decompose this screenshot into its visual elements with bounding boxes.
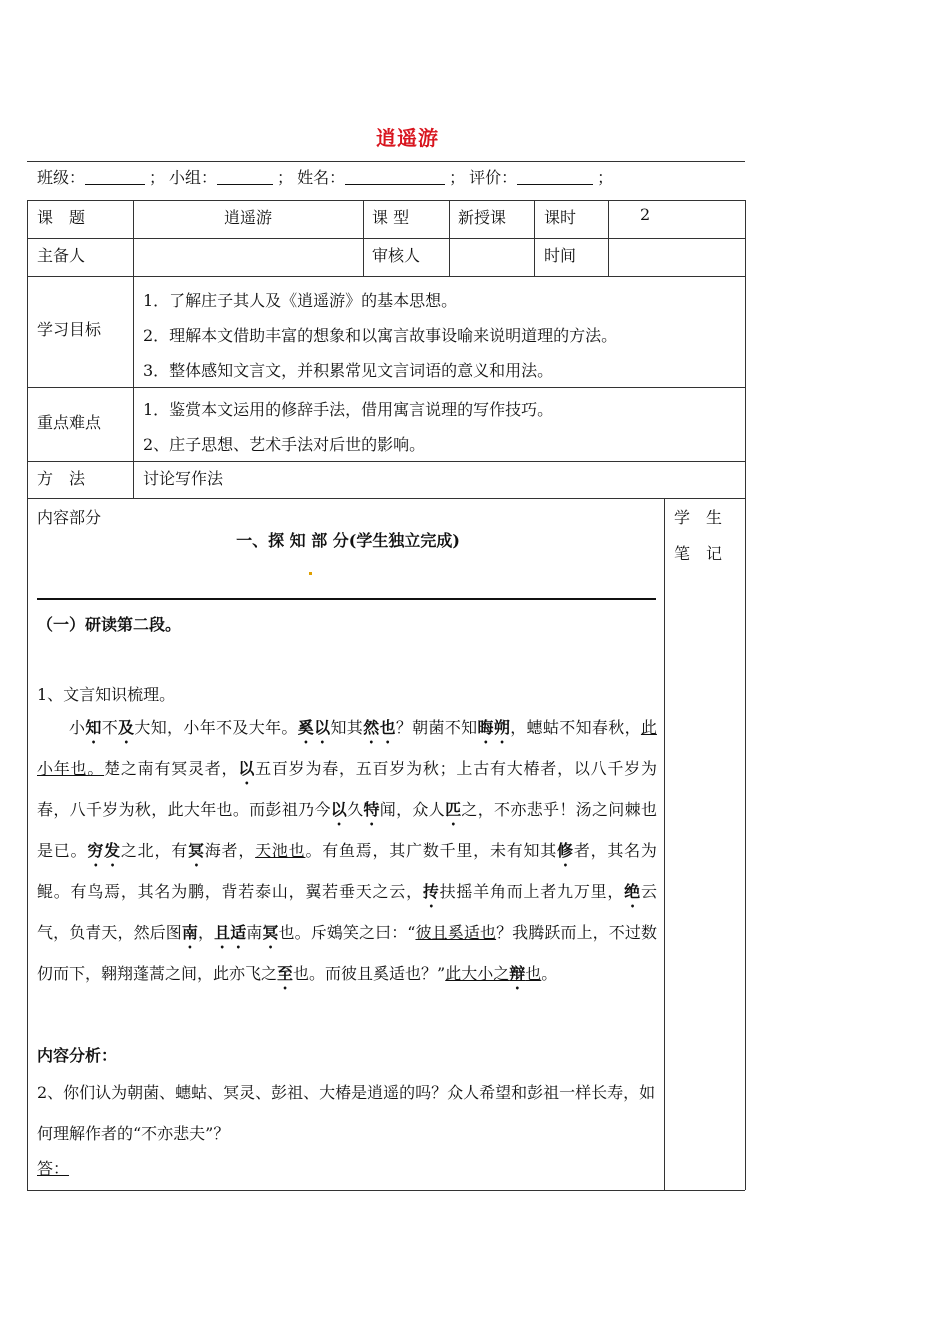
student-info-line: [37, 165, 617, 188]
keys-list: [143, 392, 553, 462]
time-label: 时间: [544, 246, 577, 265]
topic-value: 逍遥游: [223, 208, 272, 227]
key-item: 2、庄子思想、艺术手法对后世的影响。: [143, 435, 426, 454]
method-label: 方 法: [37, 469, 86, 488]
decorative-dot: [309, 572, 312, 575]
hours-label: 课时: [544, 208, 577, 227]
table-line: [27, 498, 745, 499]
name-blank[interactable]: [345, 170, 445, 185]
table-line: [133, 200, 134, 498]
method-value: 讨论写作法: [143, 469, 224, 488]
type-value: 新授课: [458, 208, 507, 227]
table-line: [27, 200, 745, 201]
table-line: [27, 238, 745, 239]
group-label: 小组：: [169, 168, 218, 187]
table-line: [534, 200, 535, 276]
analysis-label: 内容分析：: [37, 1046, 118, 1065]
section-rule: [37, 598, 656, 600]
table-line: [363, 200, 364, 276]
class-blank[interactable]: [85, 170, 145, 185]
class-label: 班级：: [37, 168, 86, 187]
separator: ；: [149, 168, 166, 187]
key-item: 1．鉴赏本文运用的修辞手法，借用寓言说理的写作技巧。: [143, 400, 554, 419]
group-blank[interactable]: [217, 170, 273, 185]
preparer-label: 主备人: [37, 246, 86, 265]
title-rule: [27, 161, 745, 162]
notes-label: 学 生: [674, 508, 723, 527]
type-label: 课 型: [372, 208, 410, 227]
goals-list: [143, 283, 617, 388]
table-line: [27, 276, 745, 277]
table-line: [449, 200, 450, 276]
eval-label: 评价：: [469, 168, 518, 187]
document-title: 逍遥游: [376, 126, 439, 150]
section-heading: 一、探 知 部 分(学生独立完成): [236, 531, 460, 550]
eval-blank[interactable]: [517, 170, 593, 185]
hours-value: 2: [640, 205, 651, 224]
item-heading: 1、文言知识梳理。: [37, 685, 176, 704]
topic-label: 课 题: [37, 208, 86, 227]
separator: ；: [277, 168, 294, 187]
separator: ；: [449, 168, 466, 187]
goals-label: 学习目标: [37, 320, 102, 339]
content-section: [37, 505, 659, 551]
table-line: [27, 200, 28, 1190]
keys-label: 重点难点: [37, 413, 102, 432]
goal-item: 2．理解本文借助丰富的想象和以寓言故事设喻来说明道理的方法。: [143, 326, 618, 345]
table-line: [608, 200, 609, 276]
content-label: 内容部分: [37, 508, 102, 527]
goal-item: 1．了解庄子其人及《逍遥游》的基本思想。: [143, 291, 458, 310]
notes-label: 笔 记: [674, 544, 723, 563]
table-line: [664, 498, 665, 1190]
table-line: [27, 1190, 745, 1191]
question-2: 2、你们认为朝菌、蟪蛄、冥灵、彭祖、大椿是逍遥的吗？众人希望和彭祖一样长寿，如何理解作者的“不亦悲夫”？: [37, 1083, 656, 1143]
classical-passage: 小知不及大知，小年不及大年。奚以知其然也？朝菌不知晦朔，蟪蛄不知春秋，此小年也。楚之南有冥灵者，以五百岁为春，五百岁为秋；上古有大椿者，以八千岁为春，八千岁为秋，此大年也。而彭祖乃今以久特闻，众人匹之，不亦悲乎！汤之问棘也是已。穷发之北，有冥海者，天池也。有鱼焉，其广数千里，未有知其修者，其名为鲲。有鸟焉，其名为鹏，背若泰山，翼若垂天之云，抟扶摇羊角而上者九万里，绝云气，负青天，然后图南，且适南冥也。斥鴳笑之曰：“彼且奚适也？我腾跃而上，不过数仞而下，翱翔蓬蒿之间，此亦飞之至也。而彼且奚适也？”此大小之辩也。: [37, 718, 657, 983]
name-label: 姓名：: [297, 168, 346, 187]
table-line: [745, 200, 746, 1190]
answer-label[interactable]: 答：: [37, 1159, 70, 1178]
goal-item: 3．整体感知文言文，并积累常见文言词语的意义和用法。: [143, 361, 554, 380]
reviewer-label: 审核人: [372, 246, 421, 265]
separator: ；: [597, 168, 614, 187]
subsection-heading: （一）研读第二段。: [37, 615, 182, 634]
